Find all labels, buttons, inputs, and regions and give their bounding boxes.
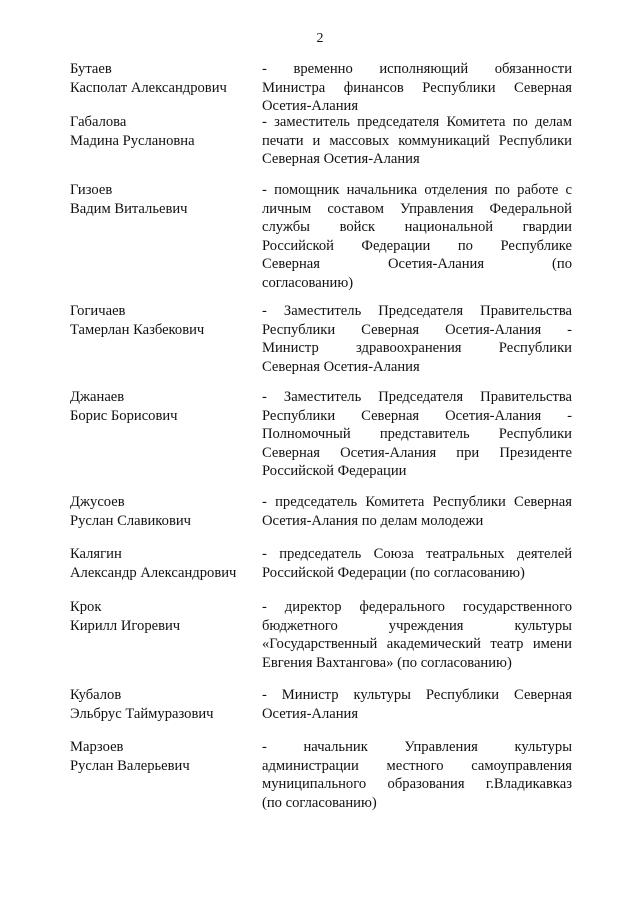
role-line: Министра финансов Республики Северная <box>262 79 572 96</box>
role-line: Российской Федерации (по согласованию) <box>262 564 525 581</box>
member-name <box>70 388 255 425</box>
member-role <box>262 545 572 582</box>
role-line: Осетия-Алания по делам молодежи <box>262 512 484 529</box>
member-name <box>70 302 255 339</box>
role-line: бюджетного учреждения культуры <box>262 617 572 634</box>
member-given-names: Кирилл Игоревич <box>70 617 181 634</box>
role-line: Республики Северная Осетия-Алания - <box>262 321 572 338</box>
member-name <box>70 545 255 582</box>
member-role <box>262 113 572 169</box>
role-line: Осетия-Алания <box>262 98 359 114</box>
role-line: печати и массовых коммуникаций Республики <box>262 132 572 149</box>
member-surname: Габалова <box>70 114 127 130</box>
role-line: службы войск национальной гвардии <box>262 219 572 235</box>
member-name <box>70 686 255 723</box>
role-line: Северная Осетия-Алания при Президенте <box>262 444 572 461</box>
member-role <box>262 388 572 481</box>
member-surname: Джусоев <box>70 494 125 510</box>
member-surname: Марзоев <box>70 739 124 755</box>
role-line: Министр здравоохранения Республики <box>262 340 572 356</box>
member-surname: Кубалов <box>70 687 122 703</box>
role-line: Российской Федерации по Республике <box>262 237 572 254</box>
page-number: 2 <box>316 31 324 46</box>
role-line: Республики Северная Осетия-Алания - <box>262 407 572 424</box>
role-line: - Заместитель Председателя Правительства <box>262 303 572 319</box>
member-role <box>262 738 572 812</box>
role-line: - помощник начальника отделения по работе с <box>262 182 572 198</box>
member-surname: Калягин <box>70 546 122 562</box>
member-given-names: Борис Борисович <box>70 407 178 424</box>
role-line: - председатель Комитета Республики Северная <box>262 494 572 510</box>
member-role <box>262 302 572 376</box>
member-role <box>262 493 572 530</box>
role-line: Евгения Вахтангова» (по согласованию) <box>262 654 512 671</box>
member-given-names: Александр Александрович <box>70 564 237 581</box>
role-line: Северная Осетия-Алания <box>262 358 420 375</box>
member-surname: Гогичаев <box>70 303 126 319</box>
member-given-names: Мадина Руслановна <box>70 132 195 149</box>
role-line: - директор федерального государственного <box>262 599 572 615</box>
member-given-names: Эльбрус Таймуразович <box>70 705 214 722</box>
role-line: - заместитель председателя Комитета по делам <box>262 114 572 130</box>
member-given-names: Касполат Александрович <box>70 79 227 96</box>
role-line: Осетия-Алания <box>262 705 359 722</box>
member-given-names: Тамерлан Казбекович <box>70 321 205 338</box>
role-line: Российской Федерации <box>262 463 407 479</box>
member-surname: Джанаев <box>70 389 125 405</box>
role-line: Северная Осетия-Алания (по <box>262 256 572 272</box>
role-line: Полномочный представитель Республики <box>262 426 572 442</box>
role-line: согласованию) <box>262 274 354 291</box>
member-name <box>70 598 255 635</box>
role-line: (по согласованию) <box>262 794 377 811</box>
member-given-names: Руслан Славикович <box>70 512 191 529</box>
member-name <box>70 60 255 97</box>
member-surname: Гизоев <box>70 182 113 198</box>
member-given-names: Руслан Валерьевич <box>70 757 190 774</box>
role-line: - председатель Союза театральных деятелей <box>262 546 572 562</box>
member-surname: Бутаев <box>70 61 112 77</box>
member-role <box>262 598 572 672</box>
role-line: - временно исполняющий обязанности <box>262 61 572 77</box>
member-role <box>262 60 572 116</box>
member-role <box>262 181 572 292</box>
role-line: - Заместитель Председателя Правительства <box>262 389 572 405</box>
member-name <box>70 738 255 775</box>
role-line: «Государственный академический театр имени <box>262 636 572 652</box>
member-surname: Крок <box>70 599 102 615</box>
role-line: личным составом Управления Федеральной <box>262 200 572 217</box>
member-given-names: Вадим Витальевич <box>70 200 188 217</box>
role-line: - Министр культуры Республики Северная <box>262 687 572 703</box>
member-name <box>70 113 255 150</box>
role-line: - начальник Управления культуры <box>262 739 572 755</box>
member-name <box>70 181 255 218</box>
role-line: Северная Осетия-Алания <box>262 151 420 167</box>
member-role <box>262 686 572 723</box>
role-line: муниципального образования г.Владикавказ <box>262 776 572 792</box>
role-line: администрации местного самоуправления <box>262 757 572 774</box>
member-name <box>70 493 255 530</box>
